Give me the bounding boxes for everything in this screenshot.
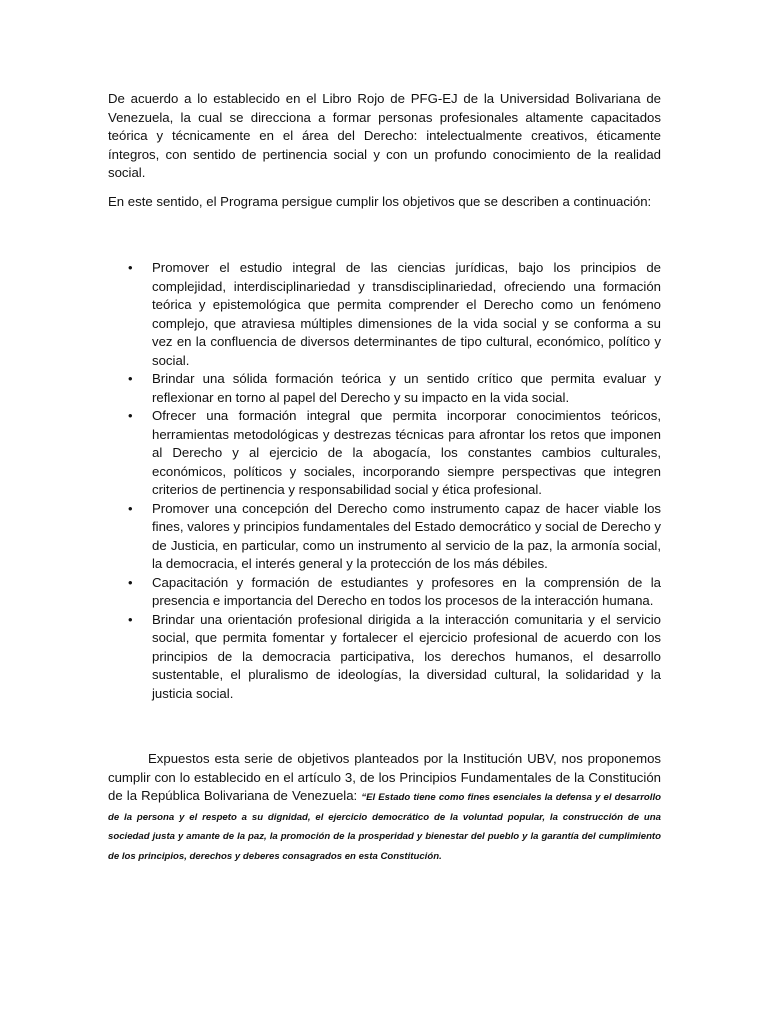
bullet-icon: • (128, 500, 133, 516)
list-item (108, 611, 661, 704)
bullet-icon: • (128, 574, 133, 590)
closing-text: Expuestos esta serie de objetivos planteados por la Institución UBV, nos proponemos cumplir con lo establecido en el artículo 3, de los Principios Fundamentales de la Constitución de la República Bolivariana de Venezuela: (108, 751, 661, 803)
constitution-quote: “El Estado tiene como fines esenciales la defensa y el desarrollo de la persona y el respeto a su dignidad, el ejercicio democrático de la voluntad popular, la construcción de una sociedad justa y amante de la paz, la promoción de la prosperidad y bienestar del pueblo y la garantía del cumplimiento de los principios, derechos y deberes consagrados en esta Constitución. (108, 792, 661, 862)
objective-text: Ofrecer una formación integral que permita incorporar conocimientos teóricos, herramientas metodológicas y destrezas técnicas para afrontar los retos que imponen al Derecho y al ejercicio de la abogacía, los constantes cambios culturales, económicos, políticos y sociales, incorporando siempre perspectivas que integren criterios de pertinencia y responsabilidad social y ética profesional. (152, 408, 661, 497)
bullet-icon: • (128, 408, 133, 423)
closing-paragraph (108, 750, 661, 865)
intro-paragraph: De acuerdo a lo establecido en el Libro Rojo de PFG-EJ de la Universidad Bolivariana de Venezuela, la cual se direcciona a formar personas profesionales altamente capacitados teórica y técnicamente en el área del Derecho: intelectualmente creativos, éticamente íntegros, con sentido de pertinencia social y con un profundo conocimiento de la realidad social. (108, 91, 661, 180)
lead-in-paragraph: En este sentido, el Programa persigue cumplir los objetivos que se describen a continuación: (108, 193, 652, 209)
document-page (108, 90, 661, 878)
list-item (108, 500, 661, 574)
objective-text: Brindar una orientación profesional dirigida a la interacción comunitaria y el servicio social, que permita fomentar y fortalecer el ejercicio profesional de acuerdo con los principios de la democracia participativa, los derechos humanos, el desarrollo sustentable, el pluralismo de ideologías, la diversidad cultural, la solidaridad y la justicia social. (152, 611, 661, 701)
list-item (108, 574, 661, 611)
objective-text: Brindar una sólida formación teórica y un sentido crítico que permita evaluar y reflexionar en torno al papel del Derecho y su impacto en la vida social. (152, 371, 661, 405)
list-item (108, 370, 661, 407)
objective-text: Promover una concepción del Derecho como instrumento capaz de hacer viable los fines, valores y principios fundamentales del Estado democrático y social de Derecho y de Justicia, en particular, como un instrumento al servicio de la paz, la armonía social, la democracia, el interés general y la protección de los más débiles. (152, 500, 661, 571)
bullet-icon: • (128, 611, 133, 627)
bullet-icon: • (128, 260, 133, 275)
list-item (108, 259, 661, 370)
objectives-list (108, 259, 661, 703)
bullet-icon: • (128, 371, 133, 386)
objective-text: Promover el estudio integral de las ciencias jurídicas, bajo los principios de complejidad, interdisciplinariedad y transdisciplinariedad, ofreciendo una formación teórica y epistemológica que permita comprender el Derecho como un fenómeno complejo, que atraviesa múltiples dimensiones de la vida social y se conforma a su vez en la confluencia de diversos determinantes de tipo cultural, económico, político y social. (152, 260, 661, 368)
list-item (108, 407, 661, 500)
objective-text: Capacitación y formación de estudiantes y profesores en la comprensión de la presencia e importancia del Derecho en todos los procesos de la interacción humana. (152, 574, 661, 608)
